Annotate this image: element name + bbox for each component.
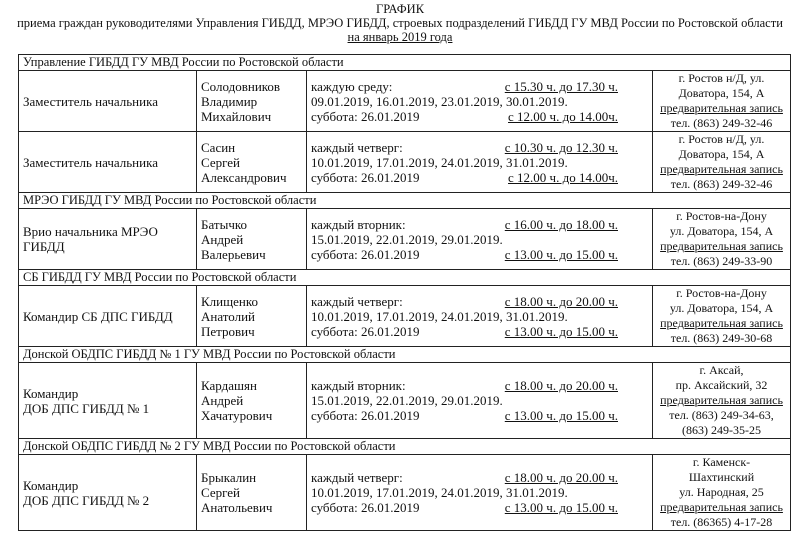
schedule-saturday-line: [311, 247, 648, 262]
address-cell: [653, 363, 791, 439]
address-line: г. Ростов н/Д, ул.: [678, 132, 765, 146]
schedule-cell: [307, 363, 653, 439]
schedule-cell: [307, 455, 653, 531]
schedule-dates: 09.01.2019, 16.01.2019, 23.01.2019, 30.01.2019.: [311, 93, 568, 109]
schedule-dates: 10.01.2019, 17.01.2019, 24.01.2019, 31.01.2019.: [311, 308, 568, 324]
schedule-day: каждый вторник:: [311, 216, 406, 232]
schedule-weekly-line: [311, 470, 648, 485]
address-line: г. Ростов н/Д, ул.: [678, 71, 765, 85]
name-cell: [197, 209, 307, 270]
name-line: Михайлович: [201, 108, 272, 124]
name-line: Петрович: [201, 323, 255, 339]
schedule-weekly-line: [311, 378, 648, 393]
booking-note: предварительная запись: [660, 239, 783, 253]
address-cell: [653, 286, 791, 347]
schedule-day: каждый вторник:: [311, 378, 406, 393]
schedule-dates: 15.01.2019, 22.01.2019, 29.01.2019.: [311, 231, 503, 247]
schedule-table: [18, 54, 791, 531]
table-row: [19, 363, 791, 439]
section-title: Управление ГИБДД ГУ МВД России по Ростовской области: [19, 55, 791, 71]
position-line: Заместитель начальника: [23, 154, 158, 170]
name-line: Сасин: [201, 139, 236, 155]
schedule-time: с 16.00 ч. до 18.00 ч.: [504, 216, 618, 232]
phone-line: тел. (863) 249-32-46: [670, 116, 773, 130]
position-line: Командир: [23, 385, 79, 401]
position-line: Заместитель начальника: [23, 93, 158, 109]
position-cell: [19, 455, 197, 531]
address-line: пр. Аксайский, 32: [675, 378, 768, 392]
saturday-time: с 12.00 ч. до 14.00ч.: [508, 169, 618, 185]
name-cell: [197, 132, 307, 193]
address-line: ул. Доватора, 154, А: [669, 224, 774, 238]
saturday-date: суббота: 26.01.2019: [311, 246, 420, 262]
phone-line: тел. (863) 249-34-63,: [669, 408, 774, 422]
name-line: Валерьевич: [201, 246, 266, 262]
phone-line: тел. (863) 249-30-68: [670, 331, 773, 345]
section-title: МРЭО ГИБДД ГУ МВД России по Ростовской области: [19, 193, 791, 209]
position-cell: [19, 286, 197, 347]
document-period: на январь 2019 года: [347, 30, 453, 44]
name-cell: [197, 363, 307, 439]
name-line: Батычко: [201, 216, 248, 232]
schedule-cell: [307, 209, 653, 270]
schedule-weekly-line: [311, 140, 648, 155]
section-title: Донской ОБДПС ГИБДД № 1 ГУ МВД России по Ростовской области: [19, 347, 791, 363]
schedule-day: каждый четверг:: [311, 470, 403, 485]
name-line: Кардашян: [201, 378, 257, 393]
position-cell: [19, 132, 197, 193]
saturday-date: суббота: 26.01.2019: [311, 108, 420, 124]
schedule-saturday-line: [311, 500, 648, 515]
address-cell: [653, 71, 791, 132]
saturday-date: суббота: 26.01.2019: [311, 323, 420, 339]
position-line: ДОБ ДПС ГИБДД № 1: [23, 400, 150, 416]
saturday-time: с 13.00 ч. до 15.00 ч.: [504, 246, 618, 262]
name-line: Сергей: [201, 485, 240, 500]
position-cell: [19, 209, 197, 270]
position-line: Командир СБ ДПС ГИБДД: [23, 308, 173, 324]
saturday-date: суббота: 26.01.2019: [311, 169, 420, 185]
booking-note: предварительная запись: [660, 316, 783, 330]
table-row: [19, 71, 791, 132]
schedule-time: с 18.00 ч. до 20.00 ч.: [504, 378, 618, 393]
phone-line: (863) 249-35-25: [682, 423, 762, 437]
document-header: [0, 0, 800, 44]
address-line: г. Аксай,: [699, 363, 744, 377]
name-line: Сергей: [201, 154, 240, 170]
name-line: Владимир: [201, 93, 258, 109]
section-header-row: [19, 439, 791, 455]
name-line: Клищенко: [201, 293, 259, 309]
schedule-saturday-line: [311, 170, 648, 185]
section-header-row: [19, 55, 791, 71]
address-cell: [653, 209, 791, 270]
saturday-date: суббота: 26.01.2019: [311, 408, 420, 423]
booking-note: предварительная запись: [660, 393, 783, 407]
name-line: Андрей: [201, 393, 244, 408]
schedule-weekly-line: [311, 217, 648, 232]
schedule-dates: 15.01.2019, 22.01.2019, 29.01.2019.: [311, 393, 503, 408]
schedule-day: каждый четверг:: [311, 293, 403, 309]
schedule-saturday-line: [311, 408, 648, 423]
name-line: Андрей: [201, 231, 244, 247]
address-line: Шахтинский: [688, 470, 755, 484]
name-line: Анатольевич: [201, 500, 273, 515]
schedule-weekly-line: [311, 294, 648, 309]
position-cell: [19, 71, 197, 132]
schedule-table-body: [19, 55, 791, 531]
position-cell: [19, 363, 197, 439]
name-line: Анатолий: [201, 308, 256, 324]
address-line: Доватора, 154, А: [678, 147, 765, 161]
phone-line: тел. (863) 249-33-90: [670, 254, 773, 268]
saturday-time: с 12.00 ч. до 14.00ч.: [508, 108, 618, 124]
name-cell: [197, 455, 307, 531]
name-line: Солодовников: [201, 78, 281, 94]
table-row: [19, 209, 791, 270]
position-line: ДОБ ДПС ГИБДД № 2: [23, 492, 150, 508]
position-line: ГИБДД: [23, 239, 65, 254]
section-title: СБ ГИБДД ГУ МВД России по Ростовской области: [19, 270, 791, 286]
schedule-cell: [307, 286, 653, 347]
schedule-day: каждую среду:: [311, 78, 393, 94]
booking-note: предварительная запись: [660, 500, 783, 514]
table-row: [19, 132, 791, 193]
name-cell: [197, 71, 307, 132]
schedule-saturday-line: [311, 109, 648, 124]
schedule-time: с 18.00 ч. до 20.00 ч.: [504, 293, 618, 309]
document-title: ГРАФИК: [375, 2, 425, 16]
booking-note: предварительная запись: [660, 162, 783, 176]
address-line: г. Каменск-: [692, 455, 751, 469]
position-line: Врио начальника МРЭО: [23, 224, 158, 239]
saturday-time: с 13.00 ч. до 15.00 ч.: [504, 323, 618, 339]
booking-note: предварительная запись: [660, 101, 783, 115]
address-line: г. Ростов-на-Дону: [676, 209, 767, 223]
address-line: г. Ростов-на-Дону: [676, 286, 767, 300]
saturday-time: с 13.00 ч. до 15.00 ч.: [504, 500, 618, 515]
schedule-time: с 18.00 ч. до 20.00 ч.: [504, 470, 618, 485]
schedule-dates: 10.01.2019, 17.01.2019, 24.01.2019, 31.01.2019.: [311, 485, 568, 500]
address-cell: [653, 132, 791, 193]
phone-line: тел. (863) 249-32-46: [670, 177, 773, 191]
address-line: Доватора, 154, А: [678, 86, 765, 100]
address-line: ул. Народная, 25: [679, 485, 764, 499]
phone-line: тел. (86365) 4-17-28: [670, 515, 773, 529]
schedule-weekly-line: [311, 79, 648, 94]
schedule-saturday-line: [311, 324, 648, 339]
schedule-time: с 10.30 ч. до 12.30 ч.: [504, 139, 618, 155]
schedule-cell: [307, 132, 653, 193]
saturday-time: с 13.00 ч. до 15.00 ч.: [504, 408, 618, 423]
address-cell: [653, 455, 791, 531]
section-header-row: [19, 270, 791, 286]
name-cell: [197, 286, 307, 347]
document-subtitle: приема граждан руководителями Управления ГИБДД, МРЭО ГИБДД, строевых подразделений ГИБДД ГУ МВД России по Ростовской области: [17, 16, 783, 30]
schedule-dates: 10.01.2019, 17.01.2019, 24.01.2019, 31.01.2019.: [311, 154, 568, 170]
name-line: Брыкалин: [201, 470, 257, 485]
schedule-cell: [307, 71, 653, 132]
table-row: [19, 286, 791, 347]
name-line: Александрович: [201, 169, 287, 185]
section-header-row: [19, 347, 791, 363]
schedule-day: каждый четверг:: [311, 139, 403, 155]
address-line: ул. Доватора, 154, А: [669, 301, 774, 315]
schedule-time: с 15.30 ч. до 17.30 ч.: [504, 78, 618, 94]
section-title: Донской ОБДПС ГИБДД № 2 ГУ МВД России по Ростовской области: [19, 439, 791, 455]
saturday-date: суббота: 26.01.2019: [311, 500, 420, 515]
section-header-row: [19, 193, 791, 209]
name-line: Хачатурович: [201, 408, 273, 423]
table-row: [19, 455, 791, 531]
position-line: Командир: [23, 477, 79, 493]
